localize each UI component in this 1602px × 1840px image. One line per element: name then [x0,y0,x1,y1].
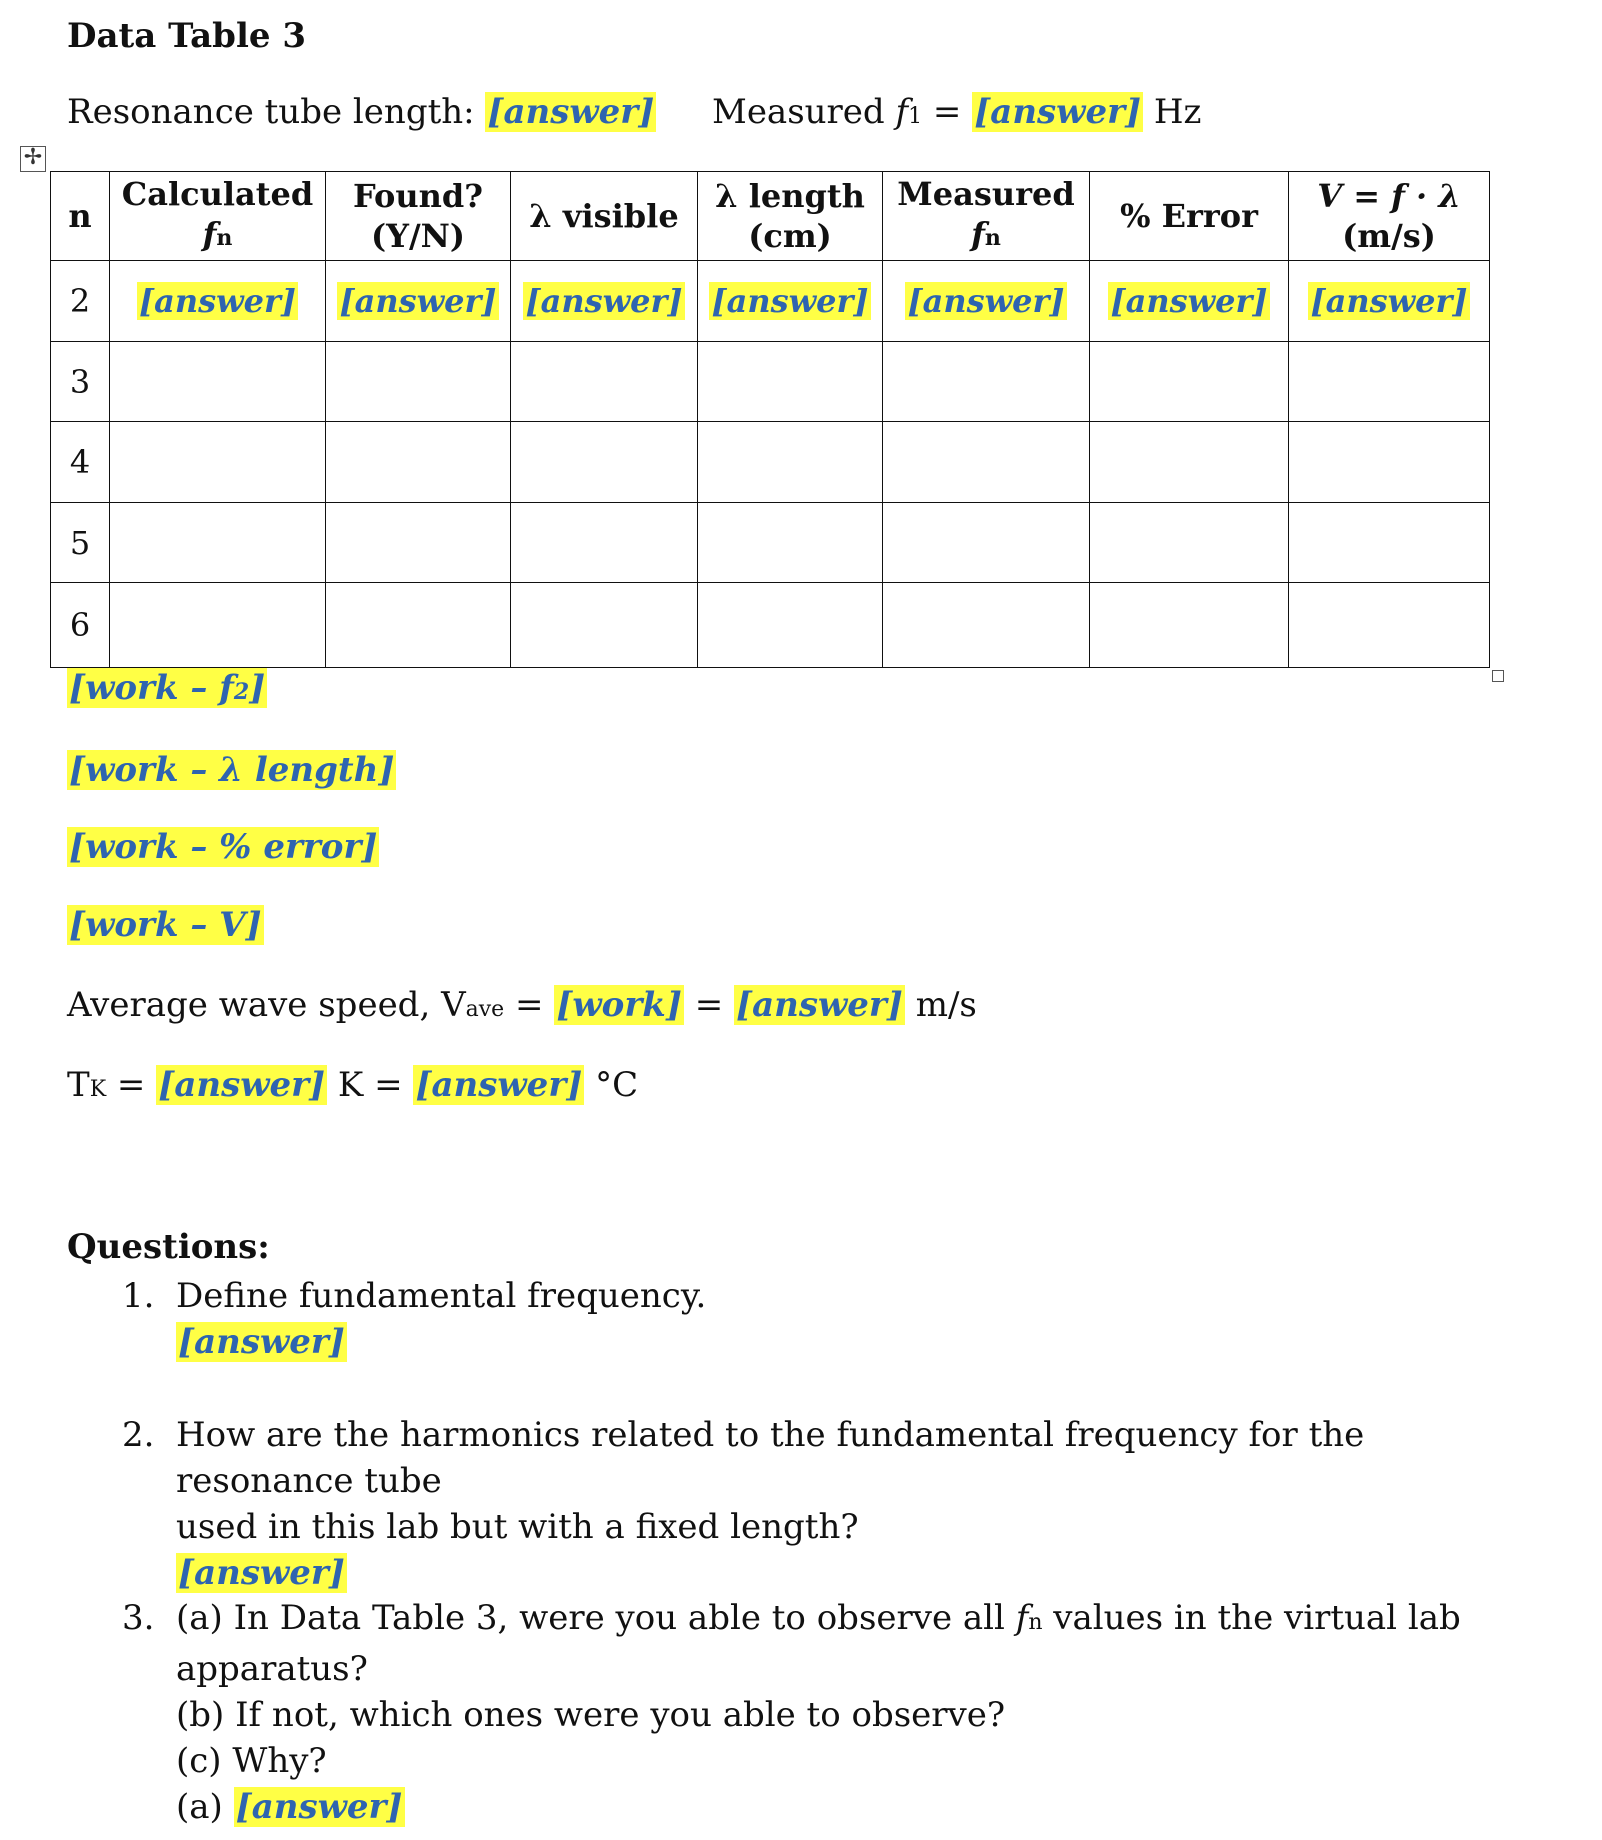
cell-lambda-visible[interactable] [511,261,698,342]
cell-velocity[interactable] [1289,261,1490,342]
table-cell[interactable] [698,342,883,422]
question-2-text-line-1: How are the harmonics related to the fundamental frequency for the resonance tube [176,1415,1365,1501]
kelvin-answer-field[interactable]: [answer] [158,1065,326,1105]
t-subscript: K [89,1077,107,1102]
t-symbol: T [67,1065,90,1105]
header-measured-label: Measured [897,175,1075,213]
question-3-number: 3. [122,1598,155,1638]
answer-field[interactable]: [answer] [711,282,869,320]
table-cell[interactable] [883,422,1090,503]
cell-n: 6 [51,583,110,668]
cell-lambda-length[interactable] [698,261,883,342]
header-found-yn: (Y/N) [370,217,466,255]
header-lambda-length [698,172,883,261]
questions-heading: Questions: [67,1227,270,1267]
question-2-text-line-2: used in this lab but with a fixed length? [176,1507,859,1547]
table-move-handle-icon[interactable]: ✢ [20,146,46,172]
work-v-line [67,905,264,945]
work-f2-close: ] [249,668,266,708]
f-symbol: f [202,215,217,253]
question-2 [176,1412,1536,1596]
header-lambda-length-unit: (cm) [748,217,832,255]
table-cell[interactable] [326,422,511,503]
table-cell[interactable] [326,503,511,583]
work-error-field[interactable]: [work – % error] [69,827,378,867]
header-measured-fn [883,172,1090,261]
question-1-number: 1. [122,1276,155,1316]
cell-n: 2 [51,261,110,342]
table-row [51,261,1490,342]
f-symbol: f [1015,1598,1029,1638]
table-cell[interactable] [1090,422,1289,503]
question-3-a-line-2: apparatus? [176,1649,368,1689]
question-2-number: 2. [122,1415,155,1455]
cell-percent-error[interactable] [1090,261,1289,342]
page-title: Data Table 3 [67,16,306,56]
table-cell[interactable] [110,342,326,422]
work-lambda-field[interactable]: [work – λ length] [69,750,395,790]
table-cell[interactable] [110,503,326,583]
cell-calculated-fn[interactable] [110,261,326,342]
equals-sign: = [504,985,555,1025]
header-found [326,172,511,261]
work-lambda-line [67,750,396,790]
header-velocity-formula: V = f · λ [1317,177,1461,215]
header-lambda-visible: λ visible [511,172,698,261]
f-subscript: n [1028,1610,1043,1635]
table-cell[interactable] [883,342,1090,422]
header-n: n [51,172,110,261]
f-subscript: 2 [233,679,250,705]
average-unit: m/s [904,985,977,1025]
header-calculated-fn-symbol [110,214,325,258]
table-cell[interactable] [511,503,698,583]
question-3-answer-label: (a) [176,1787,234,1827]
table-row [51,422,1490,503]
table-cell[interactable] [110,422,326,503]
f-subscript: 1 [908,104,923,129]
question-3-a-text: (a) In Data Table 3, were you able to observe all [176,1598,1016,1638]
question-2-answer[interactable]: [answer] [178,1553,345,1593]
answer-field[interactable]: [answer] [525,282,683,320]
table-cell[interactable] [698,583,883,668]
cell-n: 4 [51,422,110,503]
question-3-part-b: (b) If not, which ones were you able to observe? [176,1695,1006,1735]
question-1-answer[interactable]: [answer] [178,1322,345,1362]
table-cell[interactable] [698,503,883,583]
header-calculated-label: Calculated [121,175,314,213]
average-answer-field[interactable]: [answer] [736,985,903,1025]
table-cell[interactable] [1090,583,1289,668]
table-cell[interactable] [1090,342,1289,422]
f-symbol: f [971,215,985,253]
table-row [51,342,1490,422]
header-measured-fn-symbol [883,214,1089,258]
data-table-3 [50,171,1490,668]
measured-f1-unit: Hz [1143,92,1202,132]
header-velocity-unit: (m/s) [1342,217,1436,255]
celsius-answer-field[interactable]: [answer] [415,1065,583,1105]
work-v-field[interactable]: [work – V] [69,905,262,945]
table-row [51,583,1490,668]
header-lambda-length-label: λ length [715,177,865,215]
answer-field[interactable]: [answer] [1110,282,1268,320]
equals-sign: = [922,92,973,132]
table-resize-handle-icon[interactable] [1492,670,1504,682]
work-error-line [67,827,379,867]
table-cell[interactable] [110,583,326,668]
table-cell[interactable] [1289,422,1490,503]
question-3-a-text-end: values in the virtual lab [1042,1598,1461,1638]
table-cell[interactable] [1289,583,1490,668]
resonance-tube-length-answer[interactable]: [answer] [487,92,655,132]
cell-n: 5 [51,503,110,583]
answer-field[interactable]: [answer] [339,282,497,320]
measured-f1-answer[interactable]: [answer] [974,92,1142,132]
table-cell[interactable] [511,422,698,503]
equals-sign: = [106,1065,157,1105]
answer-field[interactable]: [answer] [1310,282,1468,320]
header-calculated-fn [110,172,326,261]
work-f2-text: [work – f [69,668,234,708]
table-cell[interactable] [698,422,883,503]
f-subscript: n [984,225,1001,251]
table-cell[interactable] [883,503,1090,583]
v-subscript: ave [465,997,505,1022]
average-work-field[interactable]: [work] [556,985,682,1025]
answer-field[interactable]: [answer] [138,282,297,320]
table-cell[interactable] [1090,503,1289,583]
table-cell[interactable] [326,342,511,422]
table-cell[interactable] [883,583,1090,668]
question-3-part-c: (c) Why? [176,1741,327,1781]
table-cell[interactable] [1289,342,1490,422]
measured-f1-line [712,92,1201,132]
cell-found[interactable] [326,261,511,342]
table-cell[interactable] [1289,503,1490,583]
resonance-tube-length-label: Resonance tube length: [67,92,486,132]
header-found-label: Found? [353,177,483,215]
temperature-line [67,1065,638,1105]
measured-f1-label: Measured [712,92,896,132]
table-header-row [51,172,1490,261]
f-symbol: f [895,92,909,132]
cell-measured-fn[interactable] [883,261,1090,342]
question-3-part-a [176,1595,1536,1646]
cell-n: 3 [51,342,110,422]
work-f2-line [67,668,267,708]
average-wave-speed-line [67,985,977,1025]
resonance-tube-length-line [67,92,656,132]
question-1-text: Define fundamental frequency. [176,1276,707,1316]
equals-sign: = [683,985,735,1025]
table-cell[interactable] [511,583,698,668]
header-velocity [1289,172,1490,261]
question-1 [176,1273,1536,1365]
average-wave-speed-label: Average wave speed, V [67,985,466,1025]
question-3-answer[interactable]: [answer] [235,1787,403,1827]
f-subscript: n [216,225,233,251]
question-3 [176,1595,1536,1830]
answer-field[interactable]: [answer] [907,282,1065,320]
table-row [51,503,1490,583]
header-percent-error: % Error [1090,172,1289,261]
celsius-unit: °C [584,1065,639,1105]
kelvin-unit: K = [327,1065,414,1105]
work-f2-field[interactable] [67,668,267,708]
table-cell[interactable] [326,583,511,668]
table-cell[interactable] [511,342,698,422]
